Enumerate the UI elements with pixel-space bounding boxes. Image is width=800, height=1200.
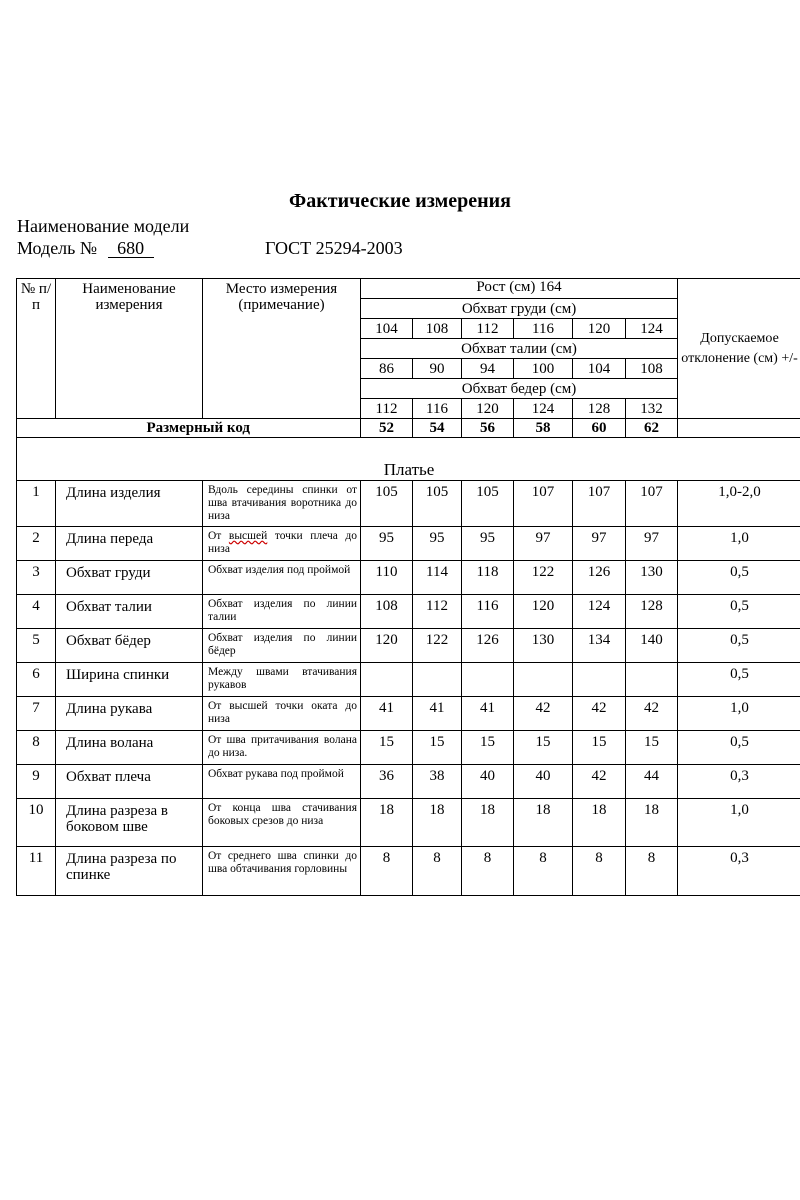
row-tolerance: 1,0 <box>678 799 800 847</box>
row-value: 130 <box>626 561 678 595</box>
row-value: 15 <box>462 731 514 765</box>
row-tolerance: 0,5 <box>678 629 800 663</box>
measurements-table <box>16 278 800 896</box>
row-name: Длина рукава <box>56 697 203 731</box>
chest-size: 120 <box>573 319 626 339</box>
row-place: Обхват изделия по линии бёдер <box>203 629 361 663</box>
chest-size: 116 <box>514 319 573 339</box>
row-number: 4 <box>17 595 56 629</box>
waist-size: 90 <box>413 359 462 379</box>
size-code: 54 <box>413 419 462 438</box>
row-value: 116 <box>462 595 514 629</box>
row-value: 15 <box>514 731 573 765</box>
row-value: 140 <box>626 629 678 663</box>
row-value: 42 <box>573 697 626 731</box>
row-value: 38 <box>413 765 462 799</box>
row-value: 18 <box>413 799 462 847</box>
row-place: От среднего шва спинки до шва обтачивания горловины <box>203 847 361 896</box>
row-value: 15 <box>573 731 626 765</box>
row-value: 40 <box>514 765 573 799</box>
row-value: 107 <box>514 481 573 527</box>
row-value: 8 <box>514 847 573 896</box>
size-code: 58 <box>514 419 573 438</box>
row-number: 7 <box>17 697 56 731</box>
row-value: 41 <box>462 697 514 731</box>
size-code: 52 <box>361 419 413 438</box>
row-value: 114 <box>413 561 462 595</box>
hips-size: 116 <box>413 399 462 419</box>
chest-size: 104 <box>361 319 413 339</box>
table-row <box>17 629 800 663</box>
row-value: 42 <box>573 765 626 799</box>
size-code: 60 <box>573 419 626 438</box>
chest-size: 124 <box>626 319 678 339</box>
row-value: 15 <box>626 731 678 765</box>
row-value <box>413 663 462 697</box>
row-value: 95 <box>361 527 413 561</box>
waist-size: 94 <box>462 359 514 379</box>
row-tolerance: 1,0 <box>678 527 800 561</box>
row-tolerance: 0,5 <box>678 595 800 629</box>
row-value: 130 <box>514 629 573 663</box>
row-value: 41 <box>413 697 462 731</box>
row-value: 126 <box>573 561 626 595</box>
row-name: Обхват плеча <box>56 765 203 799</box>
row-name: Длина разреза в боковом шве <box>56 799 203 847</box>
row-value <box>361 663 413 697</box>
row-value <box>573 663 626 697</box>
row-tolerance: 0,5 <box>678 561 800 595</box>
row-place: Между швами втачивания рукавов <box>203 663 361 697</box>
row-number: 11 <box>17 847 56 896</box>
row-place: От шва притачивания волана до низа. <box>203 731 361 765</box>
row-number: 10 <box>17 799 56 847</box>
table-row <box>17 561 800 595</box>
row-place: Вдоль середины спинки от шва втачивания воротника до низа <box>203 481 361 527</box>
row-value: 112 <box>413 595 462 629</box>
table-row <box>17 731 800 765</box>
row-value: 8 <box>413 847 462 896</box>
size-code: 62 <box>626 419 678 438</box>
row-place <box>203 527 361 561</box>
row-value: 18 <box>361 799 413 847</box>
hips-size: 124 <box>514 399 573 419</box>
row-value: 15 <box>361 731 413 765</box>
table-row <box>17 663 800 697</box>
row-value: 134 <box>573 629 626 663</box>
row-place: От конца шва стачивания боковых срезов до низа <box>203 799 361 847</box>
row-value <box>626 663 678 697</box>
table-row <box>17 697 800 731</box>
row-value <box>462 663 514 697</box>
waist-size: 108 <box>626 359 678 379</box>
row-value: 120 <box>361 629 413 663</box>
row-name: Длина переда <box>56 527 203 561</box>
row-value: 18 <box>573 799 626 847</box>
row-value: 42 <box>626 697 678 731</box>
page-title: Фактические измерения <box>289 190 511 212</box>
row-value: 107 <box>626 481 678 527</box>
height-header: Рост (см) 164 <box>361 279 678 299</box>
row-value: 95 <box>413 527 462 561</box>
hips-size: 132 <box>626 399 678 419</box>
waist-size: 100 <box>514 359 573 379</box>
col-number-header: № п/п <box>17 279 56 419</box>
model-number-label: Модель № <box>17 238 98 258</box>
row-value: 8 <box>462 847 514 896</box>
table-row <box>17 799 800 847</box>
row-value: 18 <box>462 799 514 847</box>
chest-size: 112 <box>462 319 514 339</box>
col-name-header: Наименование измерения <box>56 279 203 419</box>
row-value: 8 <box>573 847 626 896</box>
row-tolerance: 0,5 <box>678 663 800 697</box>
size-code: 56 <box>462 419 514 438</box>
row-name: Обхват талии <box>56 595 203 629</box>
row-tolerance: 1,0-2,0 <box>678 481 800 527</box>
row-value: 41 <box>361 697 413 731</box>
row-number: 9 <box>17 765 56 799</box>
row-value: 105 <box>361 481 413 527</box>
row-place-part: От <box>208 530 229 542</box>
waist-size: 86 <box>361 359 413 379</box>
row-tolerance: 1,0 <box>678 697 800 731</box>
row-value: 15 <box>413 731 462 765</box>
row-value: 18 <box>626 799 678 847</box>
row-place: Обхват рукава под проймой <box>203 765 361 799</box>
model-name-label: Наименование модели <box>17 216 190 236</box>
gost-standard: ГОСТ 25294-2003 <box>265 238 403 258</box>
waist-size: 104 <box>573 359 626 379</box>
row-number: 5 <box>17 629 56 663</box>
row-value: 126 <box>462 629 514 663</box>
table-row <box>17 847 800 896</box>
row-value: 36 <box>361 765 413 799</box>
row-value: 120 <box>514 595 573 629</box>
row-number: 3 <box>17 561 56 595</box>
row-name: Длина разреза по спинке <box>56 847 203 896</box>
row-number: 8 <box>17 731 56 765</box>
model-number-line <box>17 238 403 259</box>
row-value: 18 <box>514 799 573 847</box>
row-name: Обхват бёдер <box>56 629 203 663</box>
row-value: 42 <box>514 697 573 731</box>
row-value: 97 <box>626 527 678 561</box>
row-place: От высшей точки оката до низа <box>203 697 361 731</box>
row-name: Ширина спинки <box>56 663 203 697</box>
hips-size: 128 <box>573 399 626 419</box>
row-value: 110 <box>361 561 413 595</box>
model-number: 680 <box>108 239 154 258</box>
col-place-header: Место измерения (примечание) <box>203 279 361 419</box>
waist-header: Обхват талии (см) <box>361 339 678 359</box>
row-value: 128 <box>626 595 678 629</box>
row-place-part: высшей <box>228 530 268 542</box>
table-row <box>17 765 800 799</box>
hips-size: 112 <box>361 399 413 419</box>
row-value: 105 <box>413 481 462 527</box>
row-value: 105 <box>462 481 514 527</box>
size-code-blank <box>678 419 800 438</box>
row-value <box>514 663 573 697</box>
row-value: 118 <box>462 561 514 595</box>
hips-size: 120 <box>462 399 514 419</box>
row-number: 6 <box>17 663 56 697</box>
row-value: 97 <box>514 527 573 561</box>
row-name: Длина волана <box>56 731 203 765</box>
row-place-part: точки плеча до низа <box>208 530 357 555</box>
size-code-label: Размерный код <box>17 419 361 438</box>
chest-header: Обхват груди (см) <box>361 299 678 319</box>
row-value: 122 <box>514 561 573 595</box>
row-tolerance: 0,5 <box>678 731 800 765</box>
row-place: Обхват изделия под проймой <box>203 561 361 595</box>
table-row <box>17 595 800 629</box>
row-name: Обхват груди <box>56 561 203 595</box>
tolerance-header: Допускаемое отклонение (см) +/- <box>678 279 800 419</box>
row-number: 2 <box>17 527 56 561</box>
row-name: Длина изделия <box>56 481 203 527</box>
row-value: 44 <box>626 765 678 799</box>
row-value: 8 <box>626 847 678 896</box>
row-value: 97 <box>573 527 626 561</box>
row-tolerance: 0,3 <box>678 847 800 896</box>
row-value: 107 <box>573 481 626 527</box>
row-value: 124 <box>573 595 626 629</box>
row-tolerance: 0,3 <box>678 765 800 799</box>
section-title: Платье <box>17 438 800 481</box>
row-value: 95 <box>462 527 514 561</box>
table-row <box>17 527 800 561</box>
row-number: 1 <box>17 481 56 527</box>
row-value: 40 <box>462 765 514 799</box>
hips-header: Обхват бедер (см) <box>361 379 678 399</box>
row-value: 8 <box>361 847 413 896</box>
chest-size: 108 <box>413 319 462 339</box>
row-value: 108 <box>361 595 413 629</box>
row-value: 122 <box>413 629 462 663</box>
row-place: Обхват изделия по линии талии <box>203 595 361 629</box>
table-row <box>17 481 800 527</box>
